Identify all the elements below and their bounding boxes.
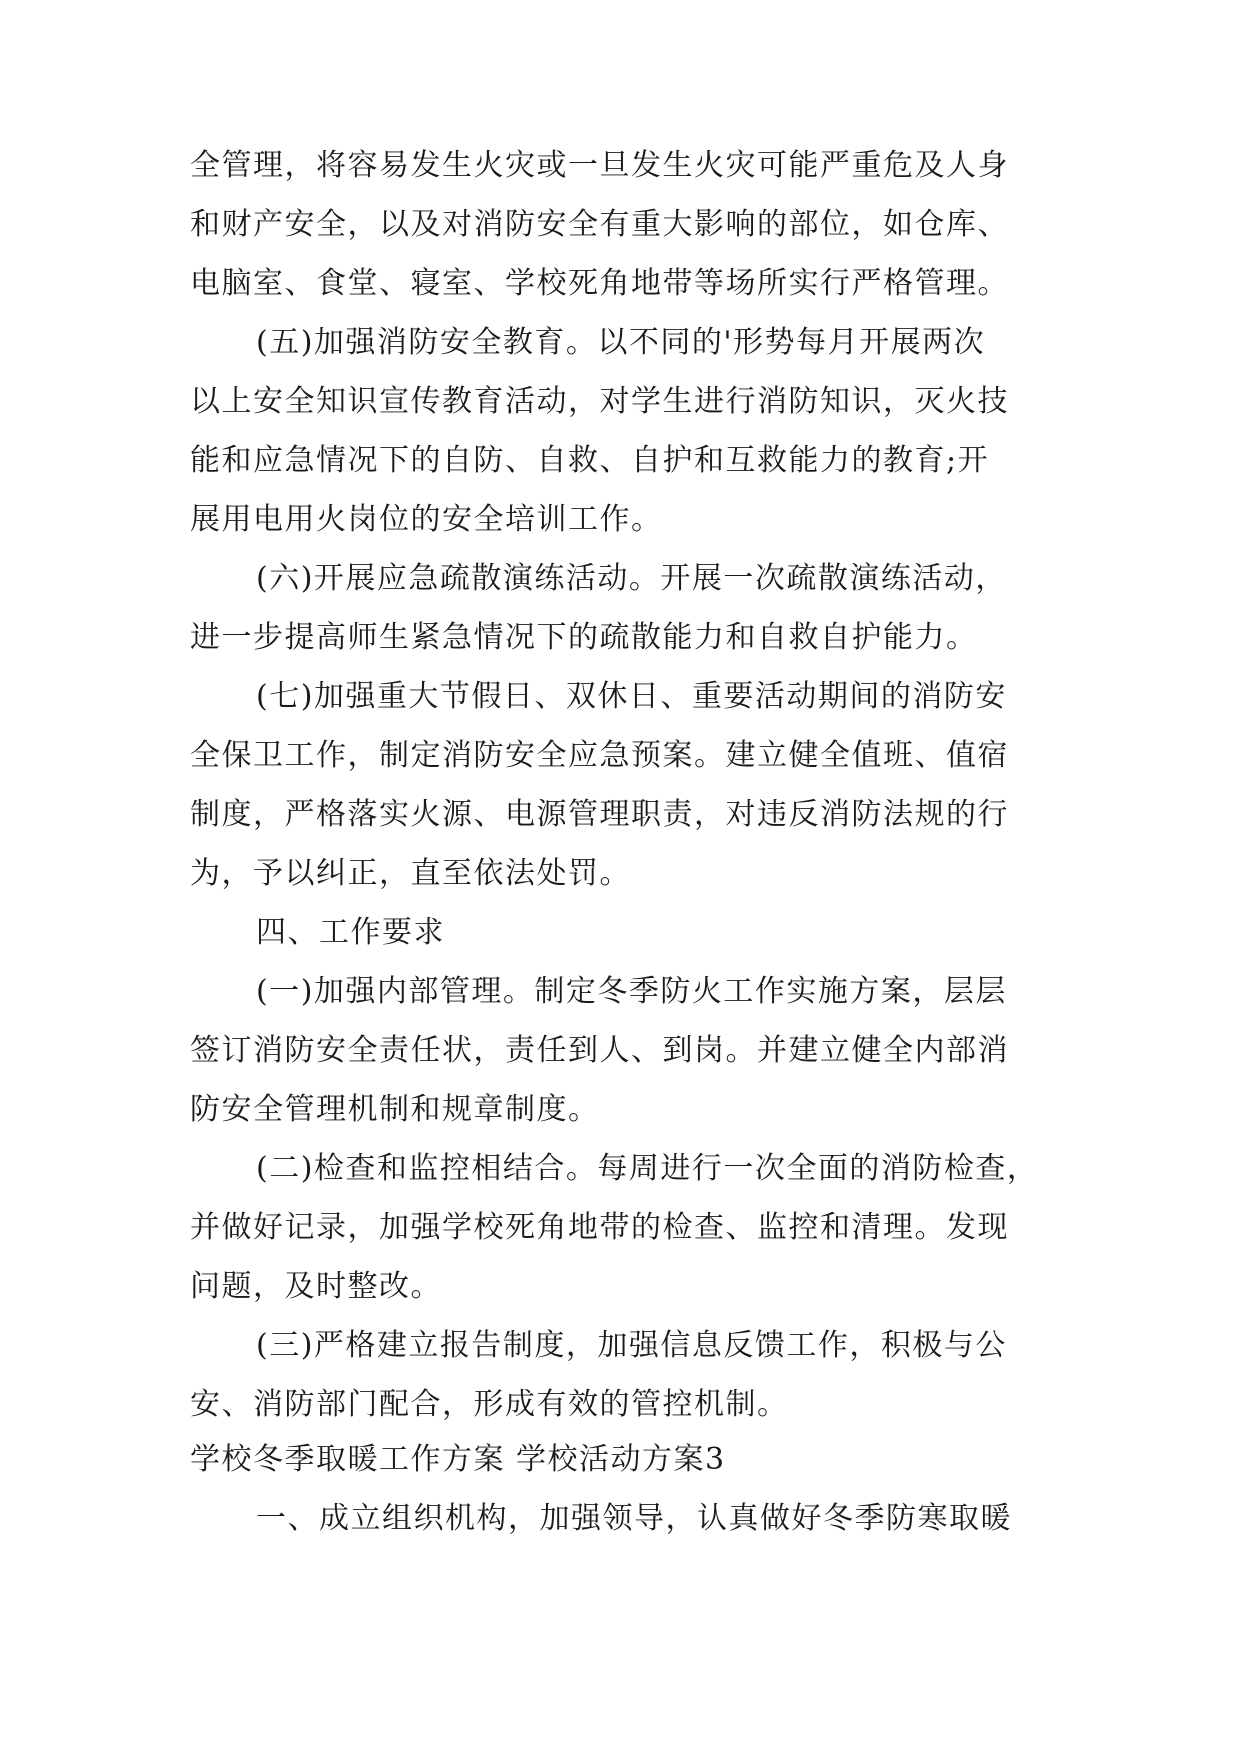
text-line: 能和应急情况下的自防、自救、自护和互救能力的教育;开 [190, 443, 990, 478]
text-line: (五)加强消防安全教育。以不同的'形势每月开展两次 [256, 325, 986, 360]
text-line: 签订消防安全责任状，责任到人、到岗。并建立健全内部消 [190, 1033, 1009, 1068]
text-line: (七)加强重大节假日、双休日、重要活动期间的消防安 [256, 679, 1007, 714]
text-line: 和财产安全，以及对消防安全有重大影响的部位，如仓库、 [190, 207, 1009, 242]
text-line: (三)严格建立报告制度，加强信息反馈工作，积极与公 [256, 1328, 1007, 1363]
text-line: 展用电用火岗位的安全培训工作。 [190, 502, 663, 537]
text-line: 一、成立组织机构，加强领导，认真做好冬季防寒取暖 [256, 1501, 1012, 1536]
text-line: 为，予以纠正，直至依法处罚。 [190, 856, 631, 891]
text-line: 进一步提高师生紧急情况下的疏散能力和自救自护能力。 [190, 620, 978, 655]
text-line: 防安全管理机制和规章制度。 [190, 1092, 600, 1127]
text-line: (二)检查和监控相结合。每周进行一次全面的消防检查， [256, 1151, 1039, 1186]
text-line: (一)加强内部管理。制定冬季防火工作实施方案，层层 [256, 974, 1007, 1009]
text-line: 全管理，将容易发生火灾或一旦发生火灾可能严重危及人身 [190, 148, 1009, 183]
text-line: (六)开展应急疏散演练活动。开展一次疏散演练活动， [256, 561, 1007, 596]
section-heading: 四、工作要求 [256, 915, 445, 950]
text-line: 电脑室、食堂、寝室、学校死角地带等场所实行严格管理。 [190, 266, 1009, 301]
text-line: 以上安全知识宣传教育活动，对学生进行消防知识，灭火技 [190, 384, 1009, 419]
document-title: 学校冬季取暖工作方案 学校活动方案3 [190, 1442, 726, 1477]
text-line: 并做好记录，加强学校死角地带的检查、监控和清理。发现 [190, 1210, 1009, 1245]
text-line: 问题，及时整改。 [190, 1269, 442, 1304]
text-line: 安、消防部门配合，形成有效的管控机制。 [190, 1387, 789, 1422]
text-line: 制度，严格落实火源、电源管理职责，对违反消防法规的行 [190, 797, 1009, 832]
text-line: 全保卫工作，制定消防安全应急预案。建立健全值班、值宿 [190, 738, 1009, 773]
